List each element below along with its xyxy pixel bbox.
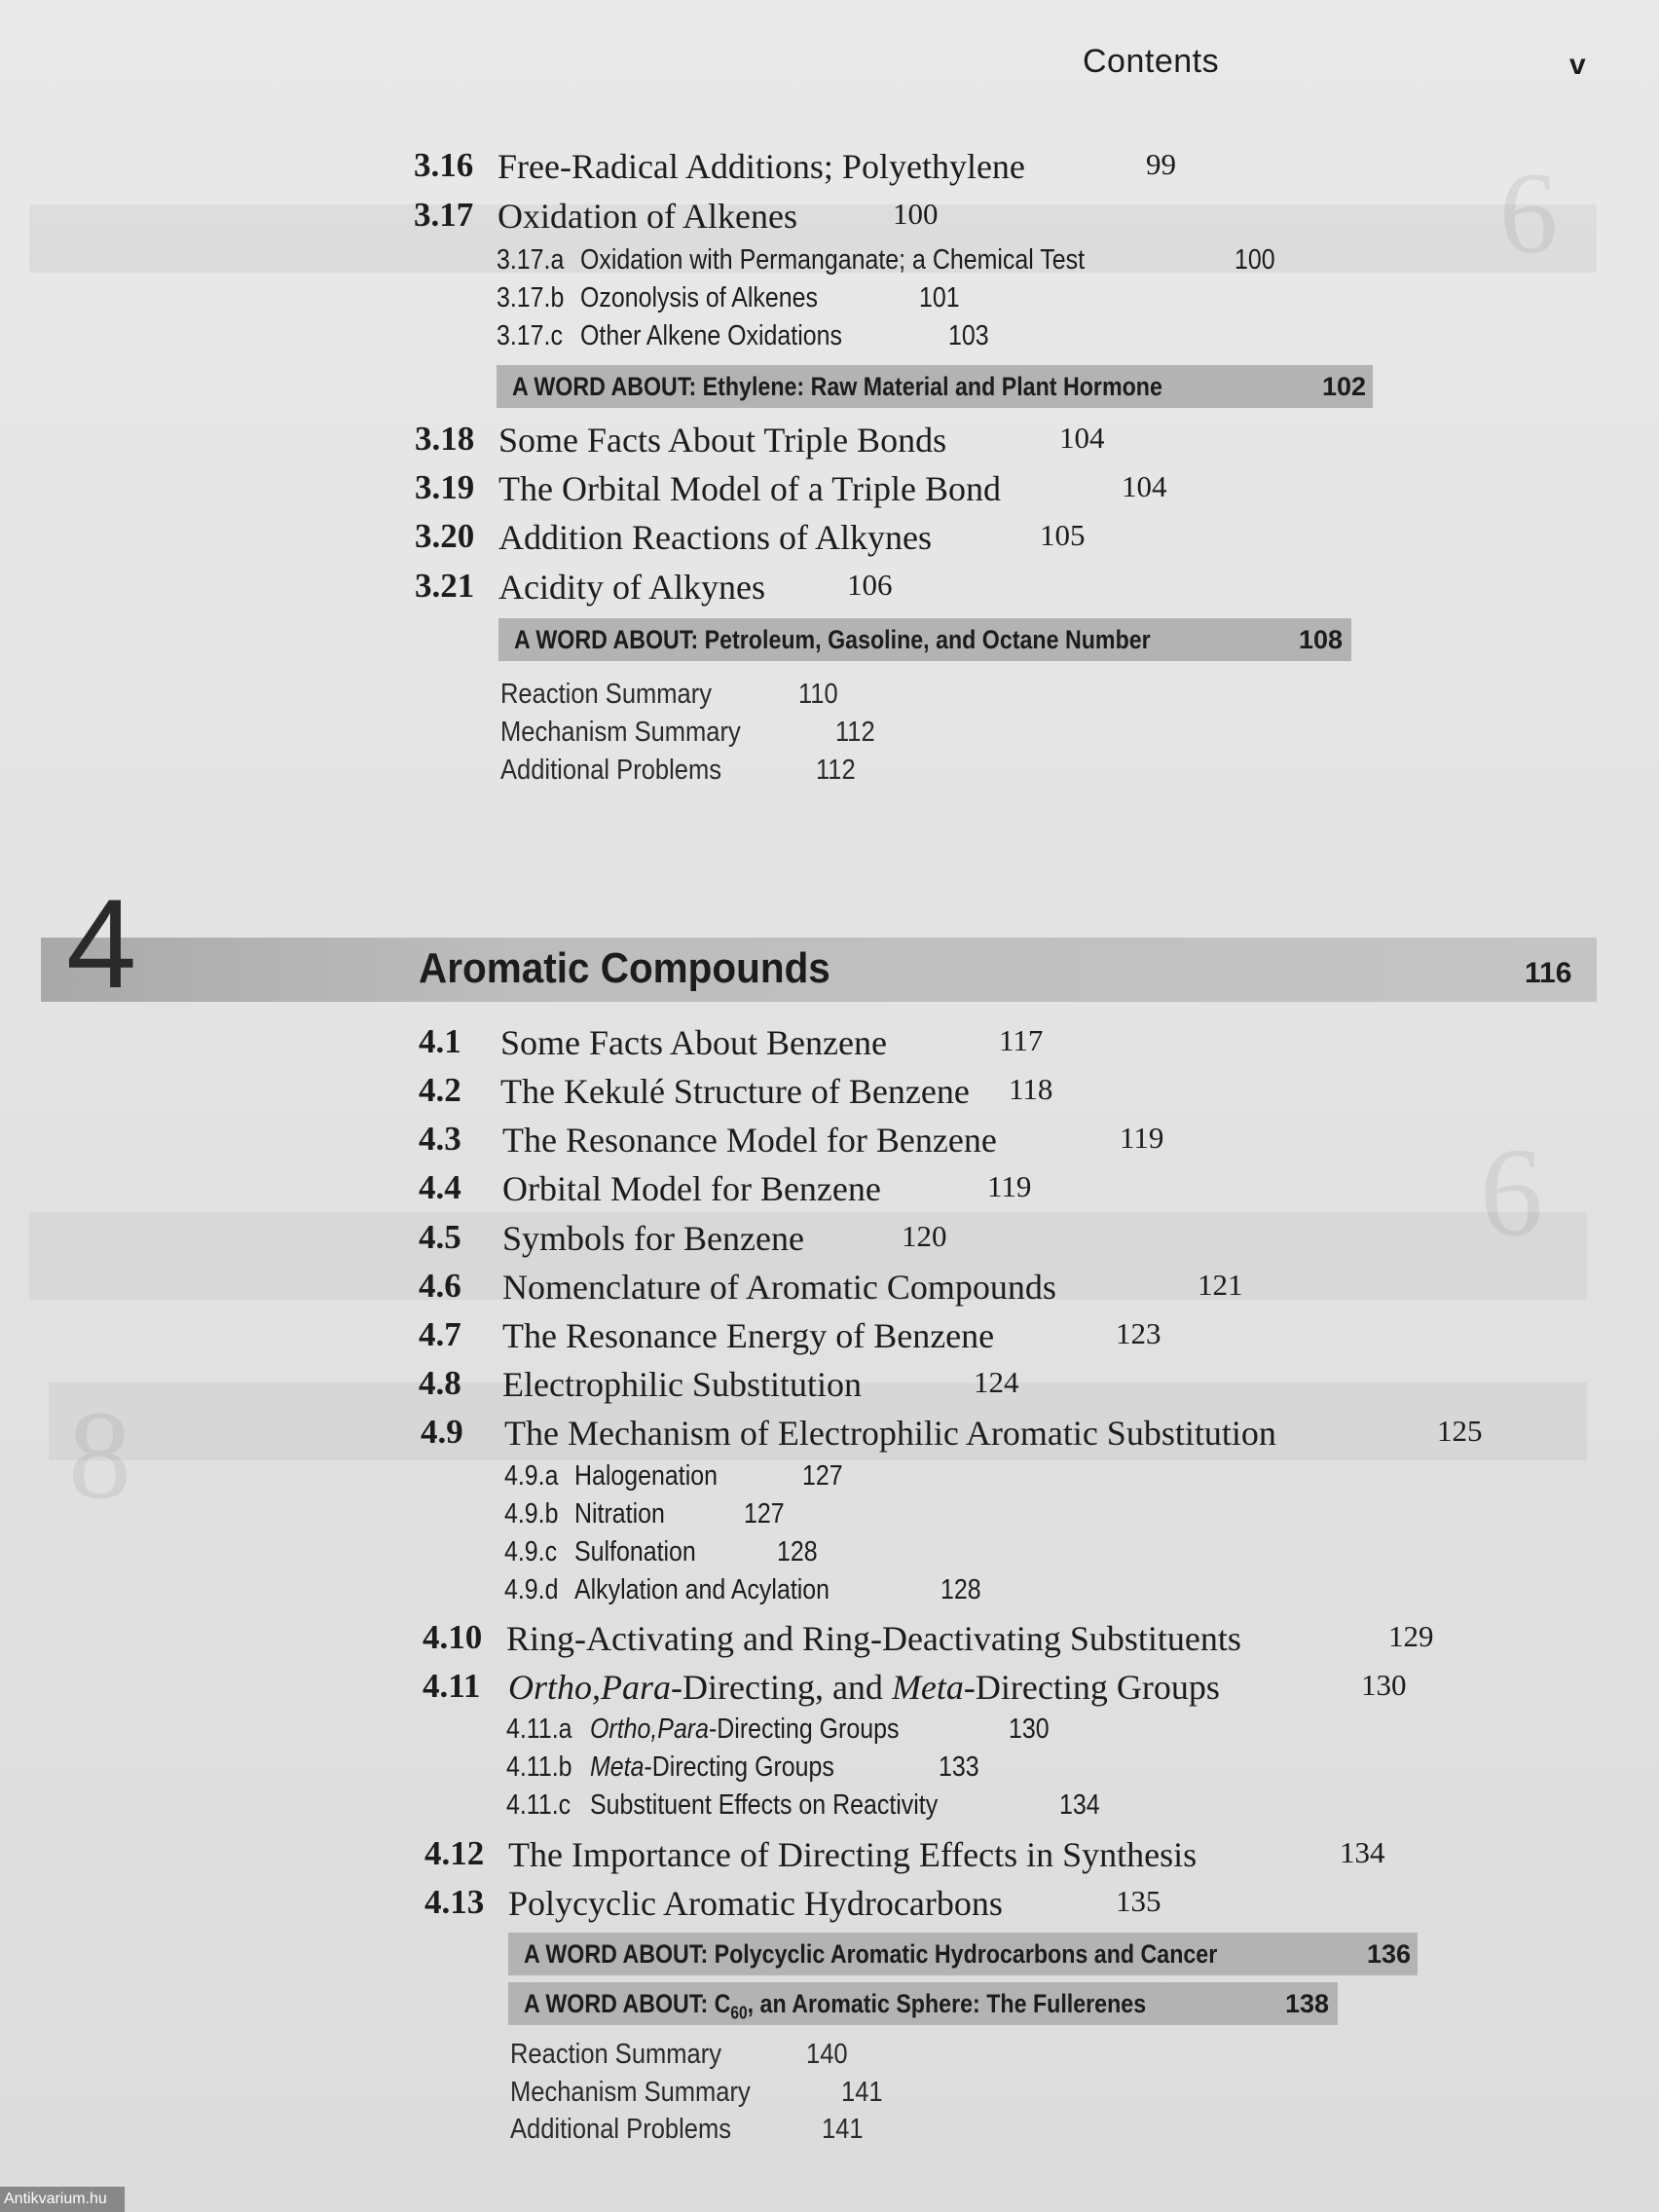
section-page: 100 (893, 197, 939, 231)
subsection-title: Substituent Effects on Reactivity (590, 1789, 939, 1821)
section-number: 4.10 (423, 1618, 483, 1656)
section-page: 129 (1388, 1619, 1434, 1653)
bleed-through-digit: 6 (1480, 1123, 1543, 1263)
running-header-title: Contents (1083, 43, 1220, 80)
subsection-number: 4.9.d (504, 1574, 559, 1605)
word-about-box (497, 365, 1373, 408)
summary-entry (500, 679, 712, 711)
section-title: Addition Reactions of Alkynes (498, 518, 932, 557)
section-number: 4.9 (421, 1413, 463, 1451)
section-number: 3.18 (415, 420, 475, 458)
section-number: 4.2 (419, 1071, 461, 1109)
summary-page: 112 (835, 717, 875, 748)
section-title: Some Facts About Benzene (500, 1023, 887, 1062)
section-title: Some Facts About Triple Bonds (498, 421, 947, 460)
section-title: The Kekulé Structure of Benzene (500, 1072, 970, 1111)
subsection-title: Ortho,Para-Directing Groups (590, 1714, 900, 1745)
word-about-page: 108 (1299, 625, 1344, 654)
subsection-title: Ozonolysis of Alkenes (580, 282, 818, 313)
subsection-title: Alkylation and Acylation (574, 1574, 830, 1605)
section-page: 117 (999, 1023, 1044, 1057)
section-page: 118 (1009, 1072, 1053, 1106)
watermark-label: Antikvarium.hu (0, 2187, 125, 2212)
subsection-title: Meta-Directing Groups (590, 1751, 834, 1783)
section-number: 4.8 (419, 1364, 461, 1402)
chapter-title: Aromatic Compounds (419, 944, 830, 992)
summary-entry (510, 2039, 721, 2071)
summary-title: Reaction Summary (500, 679, 713, 710)
word-about-title: A WORD ABOUT: $C_{60}$, an Aromatic Sphere: The Fullerenes (524, 1989, 1147, 2023)
summary-title: Reaction Summary (510, 2039, 722, 2070)
section-number: 3.20 (415, 517, 475, 555)
section-page: 104 (1059, 421, 1105, 455)
page-number: v (1569, 49, 1586, 81)
section-page: 120 (902, 1219, 947, 1253)
summary-page: 140 (806, 2039, 848, 2070)
section-number: 4.13 (424, 1883, 485, 1921)
section-title: Symbols for Benzene (502, 1219, 804, 1258)
subsection-page: 127 (744, 1498, 785, 1530)
subsection-number: 3.17.a (497, 244, 565, 276)
section-title: Polycyclic Aromatic Hydrocarbons (508, 1884, 1003, 1923)
section-number: 4.1 (419, 1022, 461, 1060)
summary-page: 110 (798, 679, 838, 710)
section-title: Ring-Activating and Ring-Deactivating Substituents (506, 1619, 1241, 1658)
section-number: 4.11 (423, 1667, 481, 1705)
word-about-box (508, 1982, 1338, 2025)
chapter-number: 4 (66, 872, 137, 1014)
subsection-number: 4.9.b (504, 1498, 559, 1530)
word-about-title: A WORD ABOUT: Polycyclic Aromatic Hydrocarbons and Cancer (524, 1939, 1218, 1969)
subsection-number: 4.9.a (504, 1460, 559, 1492)
section-number: 4.5 (419, 1218, 461, 1256)
section-number: 4.12 (424, 1834, 485, 1872)
section-title: The Mechanism of Electrophilic Aromatic Substitution (504, 1414, 1276, 1453)
word-about-title: A WORD ABOUT: Petroleum, Gasoline, and Octane Number (514, 625, 1151, 654)
word-about-box (508, 1933, 1418, 1975)
section-number: 3.17 (414, 196, 474, 234)
subsection-title: Halogenation (574, 1460, 718, 1492)
subsection-page: 128 (940, 1574, 981, 1605)
subsection-number: 4.9.c (504, 1536, 558, 1567)
summary-entry (500, 717, 741, 749)
subsection-page: 101 (919, 282, 960, 313)
word-about-title: A WORD ABOUT: Ethylene: Raw Material and Plant Hormone (512, 372, 1162, 401)
section-page: 121 (1198, 1268, 1243, 1302)
section-page: 124 (974, 1365, 1019, 1399)
section-title: Ortho,Para-Directing, and Meta-Directing Groups (508, 1668, 1220, 1707)
section-page: 123 (1116, 1316, 1161, 1350)
section-page: 104 (1122, 469, 1167, 503)
section-page: 134 (1340, 1835, 1385, 1869)
summary-title: Additional Problems (500, 755, 721, 786)
section-number: 4.6 (419, 1267, 461, 1305)
section-page: 99 (1146, 147, 1176, 181)
subsection-title: Oxidation with Permanganate; a Chemical Test (580, 244, 1086, 276)
subsection-number: 3.17.c (497, 320, 563, 351)
subsection-title: Nitration (574, 1498, 665, 1530)
section-title: Orbital Model for Benzene (502, 1169, 881, 1208)
word-about-page: 138 (1285, 1989, 1330, 2018)
section-title: Electrophilic Substitution (502, 1365, 862, 1404)
section-title: Oxidation of Alkenes (498, 197, 797, 236)
subsection-page: 128 (777, 1536, 818, 1567)
chapter-page: 116 (1525, 957, 1572, 989)
section-page: 106 (847, 568, 893, 602)
section-page: 130 (1361, 1668, 1407, 1702)
summary-page: 112 (816, 755, 856, 786)
subsection-page: 100 (1235, 244, 1275, 276)
subsection-page: 133 (939, 1751, 979, 1783)
section-number: 3.21 (415, 567, 475, 605)
word-about-page: 102 (1322, 372, 1367, 401)
section-title: Free-Radical Additions; Polyethylene (498, 147, 1025, 186)
section-number: 4.7 (419, 1315, 461, 1353)
subsection-number: 4.11.b (506, 1751, 572, 1783)
section-title: The Resonance Model for Benzene (502, 1121, 997, 1160)
summary-title: Mechanism Summary (500, 717, 741, 748)
subsection-number: 4.11.c (506, 1789, 571, 1821)
subsection-title: Sulfonation (574, 1536, 696, 1567)
section-title: The Orbital Model of a Triple Bond (498, 469, 1001, 508)
word-about-box (498, 618, 1351, 661)
section-number: 4.4 (419, 1168, 461, 1206)
subsection-number: 4.11.a (506, 1714, 572, 1745)
summary-page: 141 (822, 2114, 864, 2145)
summary-entry (510, 2114, 731, 2146)
subsection-page: 130 (1009, 1714, 1050, 1745)
section-page: 135 (1116, 1884, 1161, 1918)
section-title: The Importance of Directing Effects in Synthesis (508, 1835, 1198, 1874)
section-page: 125 (1437, 1414, 1483, 1448)
section-title: Acidity of Alkynes (498, 568, 765, 607)
summary-entry (500, 755, 721, 787)
section-number: 3.19 (415, 468, 475, 506)
section-title: The Resonance Energy of Benzene (502, 1316, 995, 1355)
subsection-number: 3.17.b (497, 282, 565, 313)
bleed-through-digit: 8 (68, 1385, 131, 1526)
subsection-title: Other Alkene Oxidations (580, 320, 842, 351)
section-page: 105 (1040, 518, 1086, 552)
summary-entry (510, 2077, 751, 2109)
summary-title: Additional Problems (510, 2114, 731, 2145)
section-page: 119 (1120, 1121, 1164, 1155)
subsection-page: 127 (802, 1460, 843, 1492)
summary-title: Mechanism Summary (510, 2077, 751, 2108)
bleed-through-digit: 6 (1499, 148, 1558, 277)
section-number: 3.16 (414, 146, 474, 184)
summary-page: 141 (841, 2077, 883, 2108)
word-about-page: 136 (1367, 1939, 1412, 1969)
section-title: Nomenclature of Aromatic Compounds (502, 1268, 1056, 1307)
section-number: 4.3 (419, 1120, 461, 1158)
subsection-page: 134 (1059, 1789, 1100, 1821)
subsection-page: 103 (948, 320, 989, 351)
section-page: 119 (987, 1169, 1032, 1203)
